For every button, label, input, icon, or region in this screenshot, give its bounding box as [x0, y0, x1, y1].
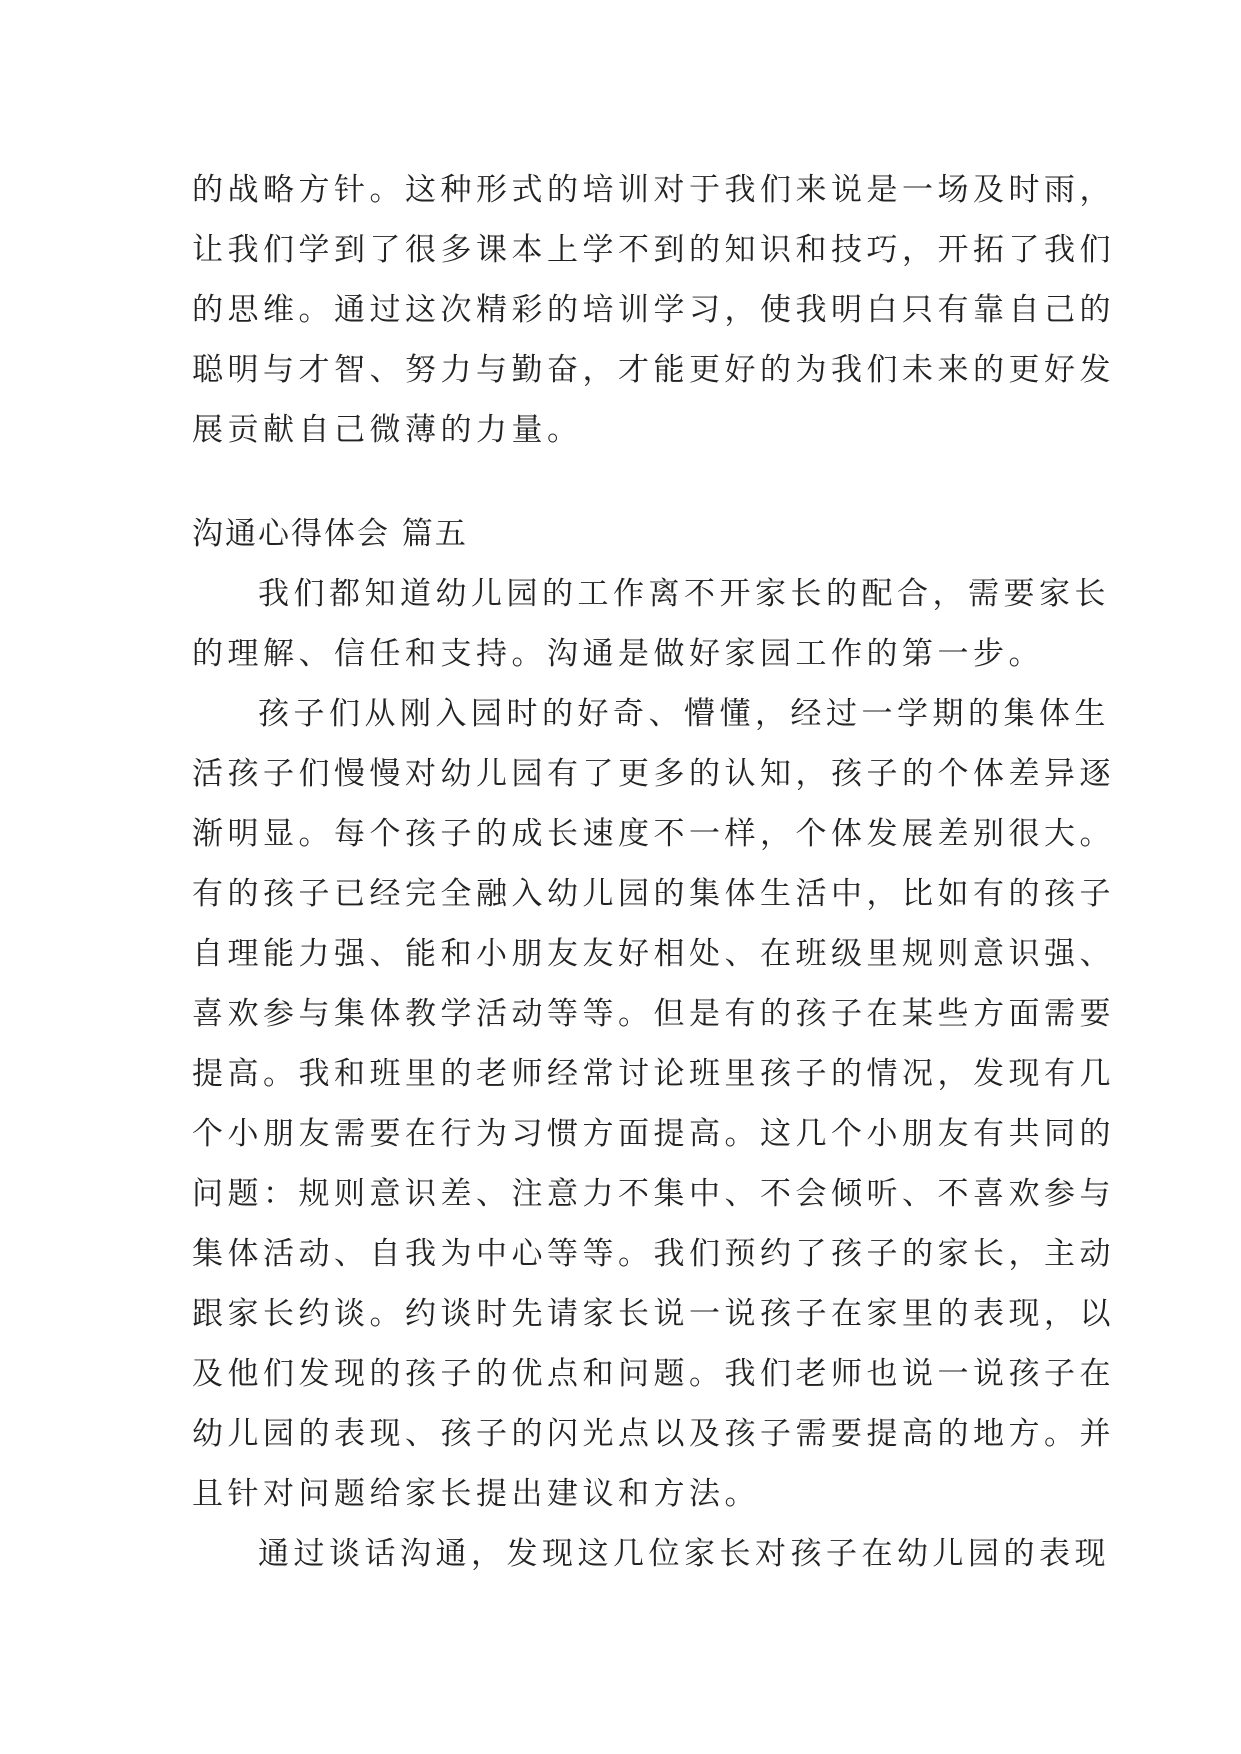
paragraph-line: 跟家长约谈。约谈时先请家长说一说孩子在家里的表现，以 — [192, 1296, 1115, 1332]
paragraph-line: 聪明与才智、努力与勤奋，才能更好的为我们未来的更好发 — [192, 352, 1115, 388]
paragraph-line: 个小朋友需要在行为习惯方面提高。这几个小朋友有共同的 — [192, 1116, 1115, 1152]
paragraph-line: 展贡献自己微薄的力量。 — [192, 412, 583, 448]
paragraph-line: 及他们发现的孩子的优点和问题。我们老师也说一说孩子在 — [192, 1356, 1115, 1392]
paragraph-line: 渐明显。每个孩子的成长速度不一样，个体发展差别很大。 — [192, 816, 1115, 852]
continuation-paragraph — [192, 160, 1115, 460]
paragraph-line: 问题：规则意识差、注意力不集中、不会倾听、不喜欢参与 — [192, 1176, 1115, 1212]
paragraph-line: 且针对问题给家长提出建议和方法。 — [192, 1476, 760, 1512]
paragraph-line: 我们都知道幼儿园的工作离不开家长的配合，需要家长 — [258, 576, 1110, 612]
paragraph-line: 孩子们从刚入园时的好奇、懵懂，经过一学期的集体生 — [258, 696, 1110, 732]
paragraph-2 — [192, 684, 1115, 1524]
paragraph-line: 的思维。通过这次精彩的培训学习，使我明白只有靠自己的 — [192, 292, 1115, 328]
paragraph-line: 喜欢参与集体教学活动等等。但是有的孩子在某些方面需要 — [192, 996, 1115, 1032]
section-heading: 沟通心得体会 篇五 — [192, 516, 468, 552]
paragraph-line: 通过谈话沟通，发现这几位家长对孩子在幼儿园的表现 — [258, 1536, 1110, 1572]
paragraph-line: 有的孩子已经完全融入幼儿园的集体生活中，比如有的孩子 — [192, 876, 1115, 912]
paragraph-1 — [192, 564, 1110, 684]
paragraph-line: 自理能力强、能和小朋友友好相处、在班级里规则意识强、 — [192, 936, 1115, 972]
paragraph-line: 提高。我和班里的老师经常讨论班里孩子的情况，发现有几 — [192, 1056, 1115, 1092]
paragraph-line: 让我们学到了很多课本上学不到的知识和技巧，开拓了我们 — [192, 232, 1115, 268]
paragraph-line: 的理解、信任和支持。沟通是做好家园工作的第一步。 — [192, 636, 1044, 672]
section-five — [192, 504, 1115, 1584]
paragraph-line: 的战略方针。这种形式的培训对于我们来说是一场及时雨， — [192, 172, 1115, 208]
paragraph-line: 集体活动、自我为中心等等。我们预约了孩子的家长，主动 — [192, 1236, 1115, 1272]
paragraph-line: 活孩子们慢慢对幼儿园有了更多的认知，孩子的个体差异逐 — [192, 756, 1115, 792]
paragraph-line: 幼儿园的表现、孩子的闪光点以及孩子需要提高的地方。并 — [192, 1416, 1115, 1452]
paragraph-3 — [192, 1524, 1110, 1584]
